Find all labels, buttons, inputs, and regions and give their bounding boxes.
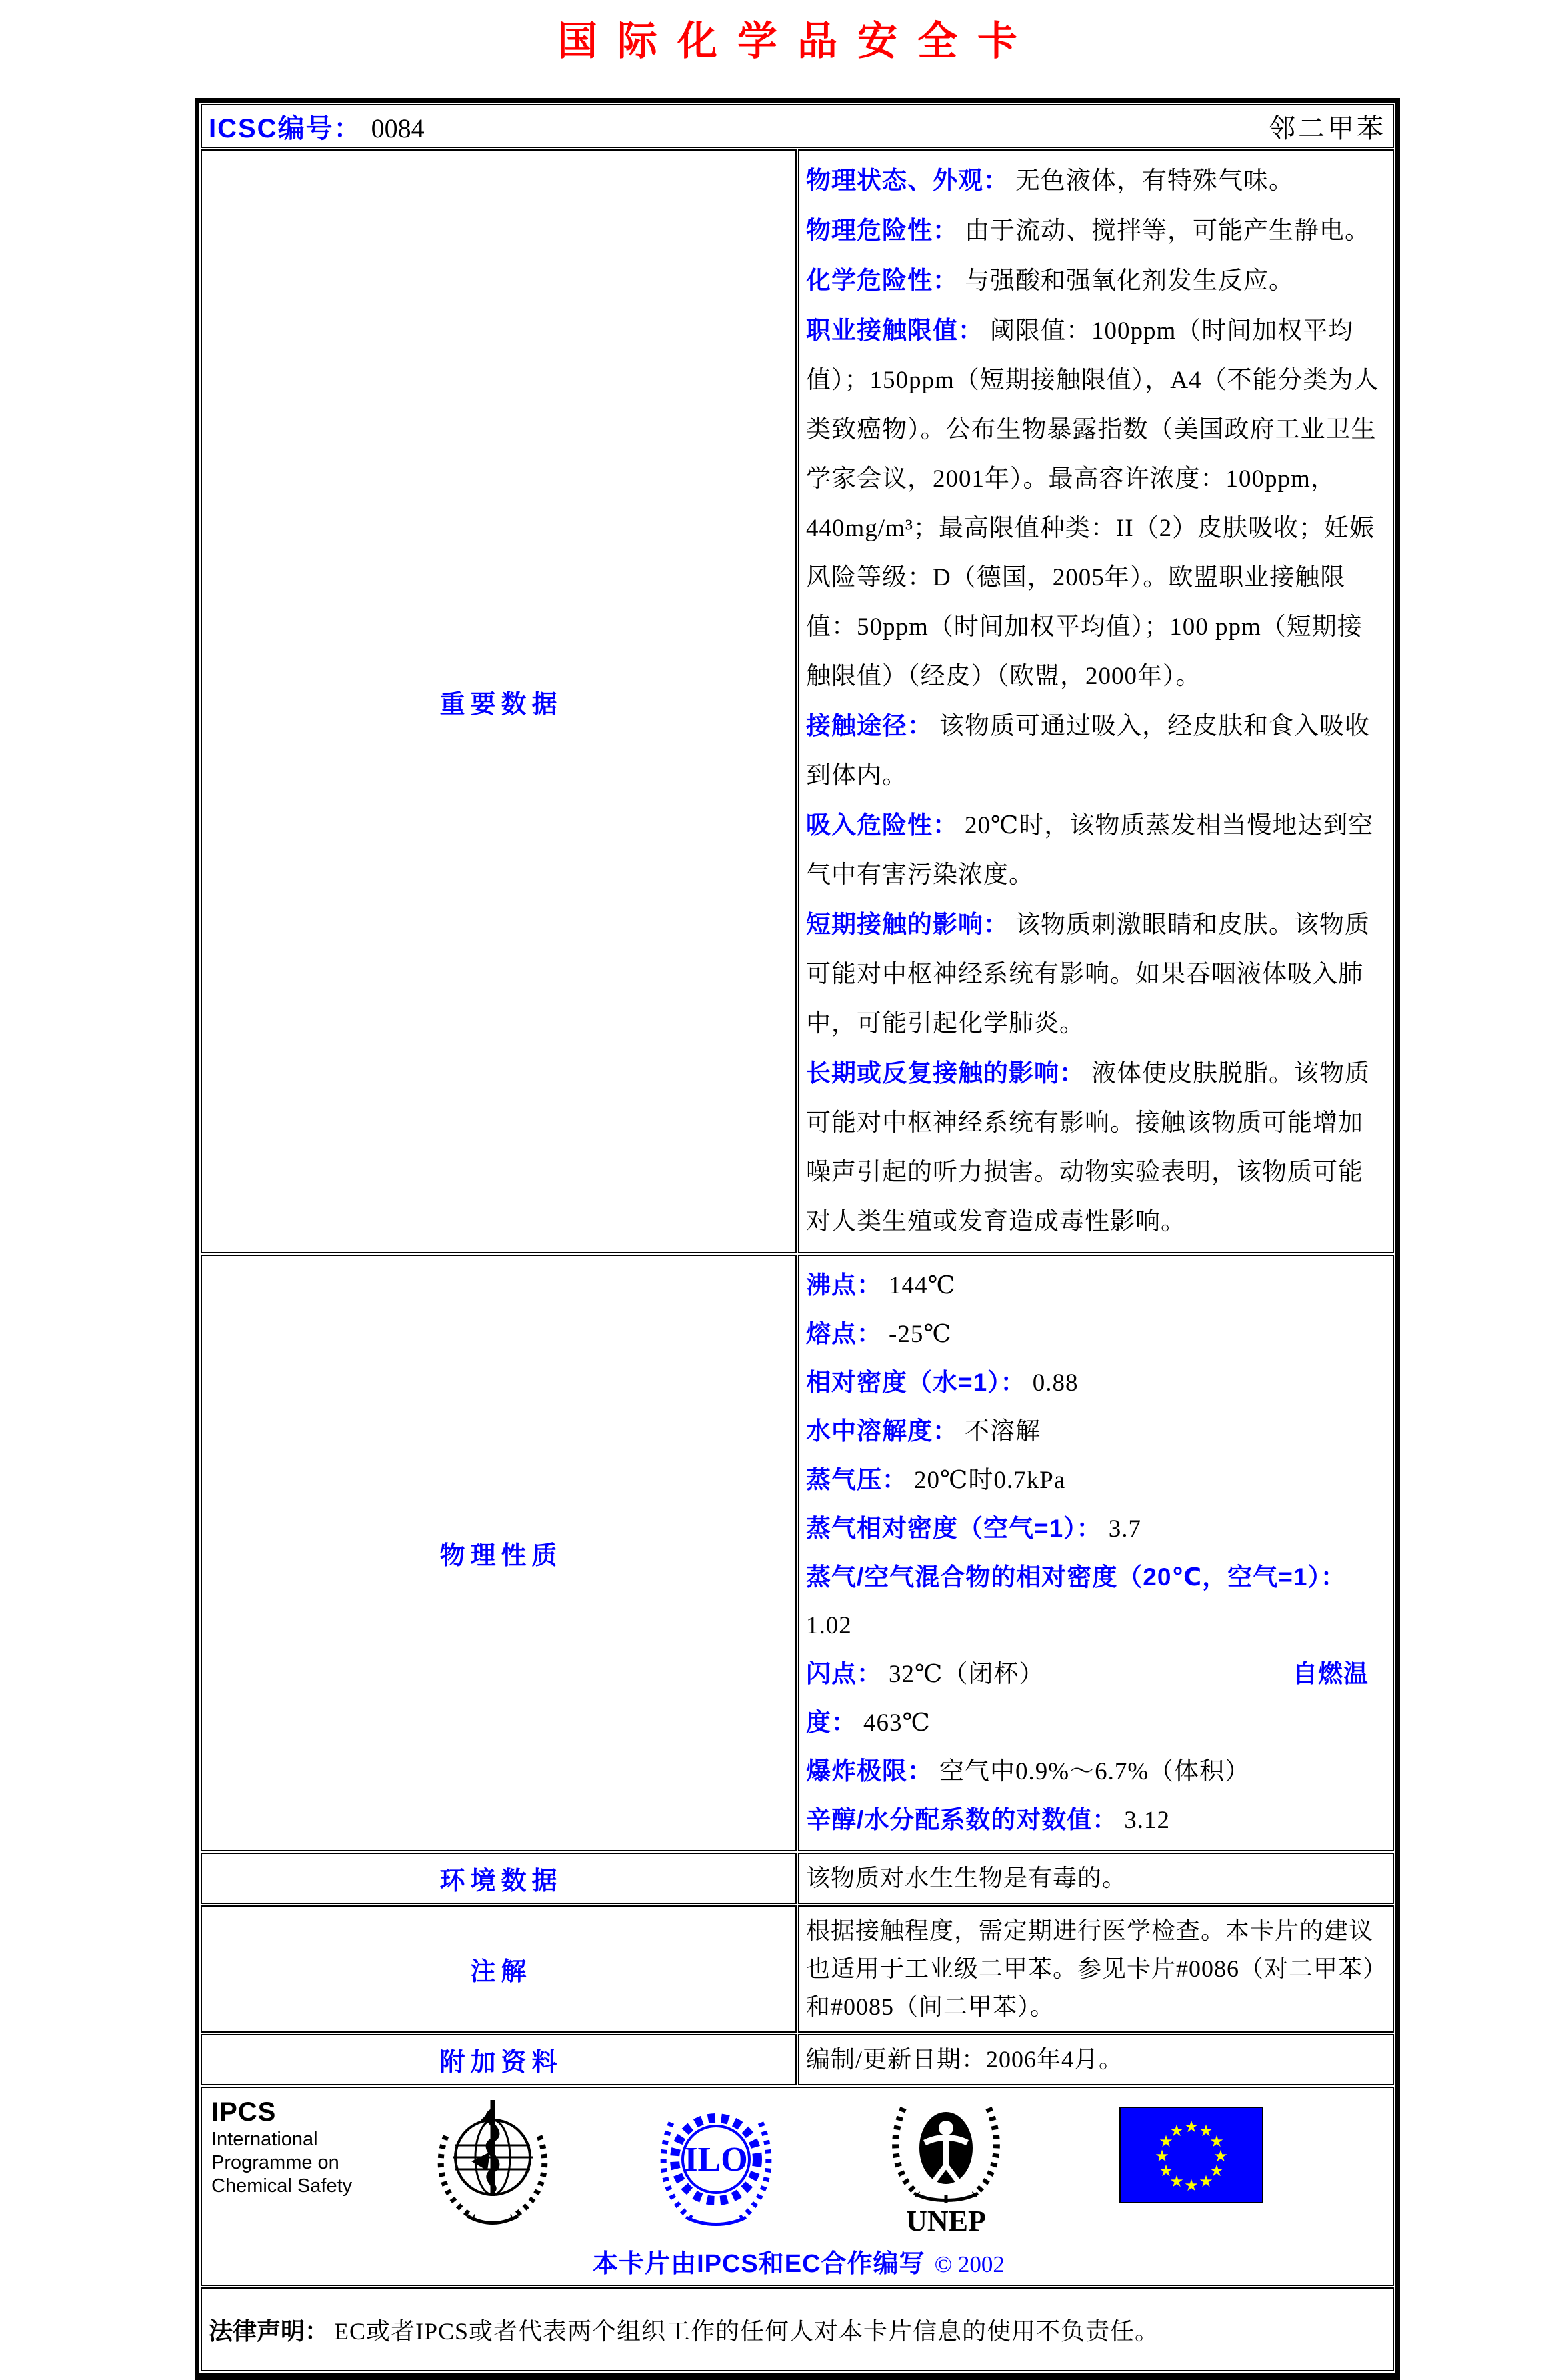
ipcs-subtitle-line: International <box>211 2129 318 2150</box>
physical-item: 辛醇/水分配系数的对数值： 3.12 <box>806 1806 1171 1834</box>
svg-text:UNEP: UNEP <box>906 2205 986 2236</box>
notes-content <box>798 1905 1394 2033</box>
svg-text:★: ★ <box>1169 2173 1184 2191</box>
ilo-logo-icon <box>653 2096 779 2229</box>
row-physical-properties <box>201 1255 1394 1851</box>
ipcs-text-block <box>211 2096 378 2198</box>
cooperation-caption <box>211 2243 1386 2279</box>
important-item: 化学危险性： 与强酸和强氧化剂发生反应。 <box>806 267 1294 295</box>
eu-flag-icon <box>1119 2107 1263 2203</box>
important-data-content <box>798 149 1394 1253</box>
physical-item: 蒸气相对密度（空气=1）： 3.7 <box>806 1515 1141 1543</box>
important-item: 职业接触限值： 阈限值：100ppm（时间加权平均值）；150ppm（短期接触限值），A4（不能分类为人类致癌物）。公布生物暴露指数（美国政府工业卫生学家会议，2001年）。最高容许浓度：100ppm，440mg/m³；最高限值种类：II（2）皮肤吸收；妊娠风险等级：D（德国，2005年）。欧盟职业接触限值：50ppm（时间加权平均值）；100 ppm（短期接触限值）（经皮）（欧盟，2000年）。 <box>806 317 1379 690</box>
legal-notice-label: 法律声明： <box>209 2317 329 2345</box>
ipcs-title: IPCS <box>211 2097 277 2127</box>
svg-text:★: ★ <box>1199 2173 1213 2191</box>
svg-text:★: ★ <box>1184 2118 1199 2136</box>
copyright-text: © 2002 <box>934 2251 1005 2277</box>
icsc-number-label: ICSC编号： <box>209 113 362 143</box>
header-cell <box>201 104 1394 148</box>
svg-text:★: ★ <box>1184 2177 1199 2195</box>
svg-text:★: ★ <box>1169 2122 1184 2140</box>
important-item: 物理状态、外观： 无色液体，有特殊气味。 <box>806 167 1294 195</box>
environmental-data-content <box>798 1853 1394 1904</box>
unep-logo-icon <box>879 2096 1013 2236</box>
section-label-physical-properties: 物理性质 <box>201 1255 797 1851</box>
physical-properties-content <box>798 1255 1394 1851</box>
svg-text:★: ★ <box>1199 2122 1213 2140</box>
physical-item: 蒸气压： 20℃时0.7kPa <box>806 1466 1066 1494</box>
svg-text:★: ★ <box>1213 2147 1228 2165</box>
important-item: 物理危险性： 由于流动、搅拌等，可能产生静电。 <box>806 217 1370 245</box>
additional-information-text: 编制/更新日期：2006年4月。 <box>806 2046 1124 2073</box>
flash-point-pair: 闪点： 32℃（闭杯） <box>806 1660 1045 1688</box>
icsc-table <box>195 98 1400 2380</box>
logos-banner <box>201 2087 1394 2286</box>
ipcs-subtitle-line: Chemical Safety <box>211 2175 353 2197</box>
svg-text:★: ★ <box>1209 2162 1224 2180</box>
additional-information-content <box>798 2034 1394 2085</box>
important-item: 短期接触的影响： 该物质刺激眼睛和皮肤。该物质可能对中枢神经系统有影响。如果吞咽液体吸入肺中，可能引起化学肺炎。 <box>806 911 1370 1037</box>
physical-item: 爆炸极限： 空气中0.9%～6.7%（体积） <box>806 1757 1251 1785</box>
section-label-notes: 注解 <box>201 1905 797 2033</box>
row-additional-information <box>201 2034 1394 2085</box>
row-logos <box>201 2087 1394 2286</box>
section-label-important-data: 重要数据 <box>201 149 797 1253</box>
physical-item: 蒸气/空气混合物的相对密度（20℃，空气=1）：1.02 <box>806 1563 1346 1639</box>
notes-text: 根据接触程度，需定期进行医学检查。本卡片的建议也适用于工业级二甲苯。参见卡片#0086（对二甲苯）和#0085（间二甲苯）。 <box>806 1917 1376 2020</box>
row-environmental-data <box>201 1853 1394 1904</box>
svg-text:★: ★ <box>1159 2162 1173 2180</box>
ipcs-subtitle-line: Programme on <box>211 2152 339 2173</box>
physical-item: 相对密度（水=1）： 0.88 <box>806 1369 1079 1397</box>
svg-text:★: ★ <box>1155 2147 1169 2165</box>
section-label-environmental-data: 环境数据 <box>201 1853 797 1904</box>
physical-item: 水中溶解度： 不溶解 <box>806 1417 1041 1445</box>
environmental-text: 该物质对水生生物是有毒的。 <box>806 1865 1127 1891</box>
svg-text:★: ★ <box>1209 2133 1224 2151</box>
legal-notice-text: EC或者IPCS或者代表两个组织工作的任何人对本卡片信息的使用不负责任。 <box>334 2317 1160 2345</box>
legal-notice <box>201 2287 1394 2371</box>
cooperation-caption-text: 本卡片由IPCS和EC合作编写 <box>593 2250 925 2278</box>
row-important-data <box>201 149 1394 1253</box>
icsc-number-value: 0084 <box>371 113 425 143</box>
section-label-additional-information: 附加资料 <box>201 2034 797 2085</box>
physical-item: 沸点： 144℃ <box>806 1271 956 1299</box>
page-title: 国际化学品安全卡 <box>557 19 1037 63</box>
row-legal-notice <box>201 2287 1394 2371</box>
physical-item-flash-autoignition: 闪点： 32℃（闭杯） 自燃温度： 463℃ <box>806 1650 1385 1747</box>
chemical-name: 邻二甲苯 <box>1269 113 1386 143</box>
important-item: 吸入危险性： 20℃时，该物质蒸发相当慢地达到空气中有害污染浓度。 <box>806 811 1374 889</box>
important-item: 接触途径： 该物质可通过吸入，经皮肤和食入吸收到体内。 <box>806 712 1370 789</box>
svg-text:★: ★ <box>1159 2133 1173 2151</box>
svg-text:ILO: ILO <box>684 2141 748 2179</box>
row-header <box>201 104 1394 148</box>
icsc-number-group <box>209 107 425 145</box>
row-notes <box>201 1905 1394 2033</box>
important-item: 长期或反复接触的影响： 液体使皮肤脱脂。该物质可能对中枢神经系统有影响。接触该物质可能增加噪声引起的听力损害。动物实验表明，该物质可能对人类生殖或发育造成毒性影响。 <box>806 1059 1370 1235</box>
who-logo-icon <box>426 2096 559 2229</box>
physical-item: 熔点： -25℃ <box>806 1320 952 1348</box>
